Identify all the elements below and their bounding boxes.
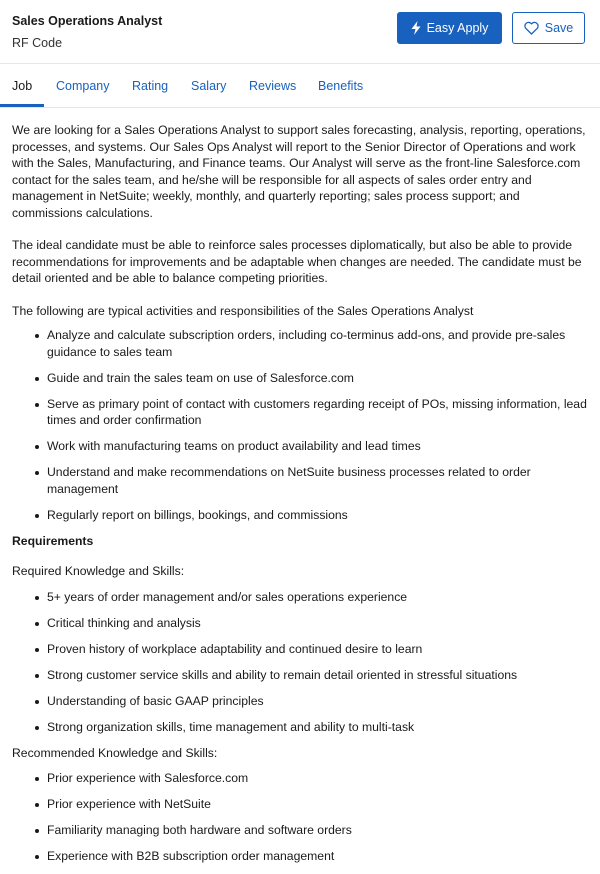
tab-rating[interactable]: Rating	[132, 79, 169, 93]
easy-apply-button[interactable]	[397, 12, 502, 44]
list-item: Familiarity managing both hardware and software orders	[12, 822, 590, 839]
list-item: Work with manufacturing teams on product availability and lead times	[12, 438, 590, 455]
tab-salary[interactable]: Salary	[191, 79, 227, 93]
list-item: Critical thinking and analysis	[12, 615, 590, 632]
list-item: Proven history of workplace adaptability and continued desire to learn	[12, 641, 590, 658]
job-description	[12, 122, 590, 874]
list-item: Understanding of basic GAAP principles	[12, 693, 590, 710]
responsibilities-intro: The following are typical activities and responsibilities of the Sales Operations Analyst	[12, 303, 474, 318]
company-name: RF Code	[12, 36, 63, 50]
description-paragraph: The ideal candidate must be able to reinforce sales processes diplomatically, but also be able to provide recommendations for improvements and be adaptable when changes are needed. The candidate must be detail oriented and be able to balance competing priorities.	[12, 238, 582, 285]
requirements-heading: Requirements	[12, 533, 94, 548]
save-button[interactable]	[512, 12, 585, 44]
recommended-skills-list	[12, 770, 590, 865]
list-item: Serve as primary point of contact with customers regarding receipt of POs, missing information, lead times and order confirmation	[12, 396, 590, 429]
list-item: Prior experience with Salesforce.com	[12, 770, 590, 787]
list-item: Strong customer service skills and ability to remain detail oriented in stressful situations	[12, 667, 590, 684]
list-item: Understand and make recommendations on NetSuite business processes related to order management	[12, 464, 590, 497]
active-tab-indicator	[0, 104, 44, 107]
job-title: Sales Operations Analyst	[12, 14, 163, 28]
tab-reviews[interactable]: Reviews	[249, 79, 297, 93]
description-paragraph: We are looking for a Sales Operations Analyst to support sales forecasting, analysis, reporting, operations, processes, and systems. Our Sales Ops Analyst will report to the Senior Director of Operations and work with the Sales, Manufacturing, and Finance teams. Our Analyst will serve as the front-line Salesforce.com contact for the sales team, and he/she will be responsible for all aspects of sales order entry and management in NetSuite; weekly, monthly, and quarterly reporting; sales process support; and commissions calculations.	[12, 123, 586, 220]
required-skills-heading: Required Knowledge and Skills:	[12, 564, 185, 578]
required-skills-list	[12, 589, 590, 736]
tab-benefits[interactable]: Benefits	[318, 79, 364, 93]
lightning-bolt-icon	[411, 21, 421, 35]
tab-company[interactable]: Company	[56, 79, 110, 93]
job-tabs	[0, 64, 600, 108]
list-item: Experience with B2B subscription order management	[12, 848, 590, 865]
responsibilities-list	[12, 327, 590, 523]
easy-apply-label: Easy Apply	[426, 21, 489, 35]
tab-job[interactable]: Job	[12, 79, 33, 93]
heart-outline-icon	[524, 22, 539, 35]
list-item: Strong organization skills, time management and ability to multi-task	[12, 719, 590, 736]
list-item: Prior experience with NetSuite	[12, 796, 590, 813]
list-item: Guide and train the sales team on use of Salesforce.com	[12, 370, 590, 387]
job-header	[0, 0, 600, 64]
list-item: 5+ years of order management and/or sales operations experience	[12, 589, 590, 606]
list-item: Analyze and calculate subscription orders, including co-terminus add-ons, and provide pre-sales guidance to sales team	[12, 327, 590, 360]
recommended-skills-heading: Recommended Knowledge and Skills:	[12, 745, 218, 760]
list-item: Regularly report on billings, bookings, and commissions	[12, 507, 590, 524]
save-label: Save	[544, 21, 574, 35]
